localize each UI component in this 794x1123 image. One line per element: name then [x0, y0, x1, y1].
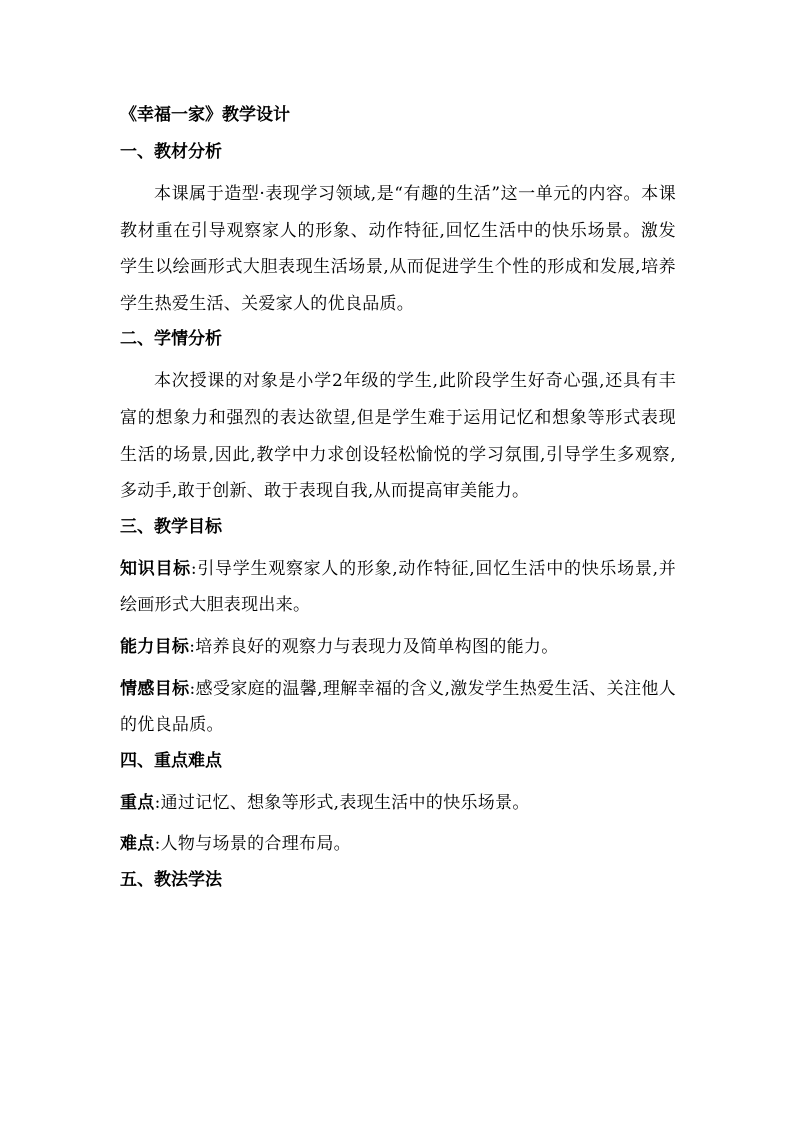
section-teaching-methods: [120, 868, 676, 892]
item-text: :引导学生观察家人的形象,动作特征,回忆生活中的快乐场景,并绘画形式大胆表现出来。: [120, 558, 677, 616]
section-paragraph: 本课属于造型·表现学习领域,是“有趣的生活”这一单元的内容。本课教材重在引导观察家人的形象、动作特征,回忆生活中的快乐场景。激发学生以绘画形式大胆表现生活场景,从而促进学生个性的形成和发展,培养学生热爱生活、关爱家人的优良品质。: [120, 184, 676, 314]
item-label: 重点: [120, 792, 155, 813]
section-key-points: [120, 749, 676, 863]
section-paragraph: 本次授课的对象是小学2年级的学生,此阶段学生好奇心强,还具有丰富的想象力和强烈的表达欲望,但是学生难于运用记忆和想象等形式表现生活的场景,因此,教学中力求创设轻松愉悦的学习氛围,引导学生多观察,多动手,敢于创新、敢于表现自我,从而提高审美能力。: [120, 371, 676, 502]
document-title: 《幸福一家》教学设计: [120, 105, 290, 125]
difficult-point: [120, 826, 676, 863]
section-heading: 四、重点难点: [120, 750, 222, 771]
key-point: [120, 785, 676, 822]
item-text: :人物与场景的合理布局。: [154, 834, 351, 855]
objective-emotion: [120, 671, 676, 744]
section-heading: 三、教学目标: [120, 516, 222, 537]
item-text: :感受家庭的温馨,理解幸福的含义,激发学生热爱生活、关注他人的优良品质。: [120, 678, 676, 736]
item-label: 知识目标: [120, 558, 191, 579]
objective-knowledge: [120, 551, 676, 624]
section-heading: 一、教材分析: [120, 142, 222, 162]
item-text: :培养良好的观察力与表现力及简单构图的能力。: [189, 636, 559, 657]
item-label: 难点: [120, 834, 155, 855]
item-label: 情感目标: [120, 678, 190, 699]
section-textbook-analysis: [120, 140, 676, 322]
section-teaching-objectives: [120, 515, 676, 744]
objective-ability: [120, 629, 676, 666]
item-label: 能力目标: [120, 636, 190, 657]
section-heading: 五、教法学法: [120, 869, 222, 890]
item-text: :通过记忆、想象等形式,表现生活中的快乐场景。: [154, 792, 530, 813]
section-student-analysis: [120, 327, 676, 509]
section-heading: 二、学情分析: [120, 329, 222, 350]
document-body: [120, 103, 676, 904]
